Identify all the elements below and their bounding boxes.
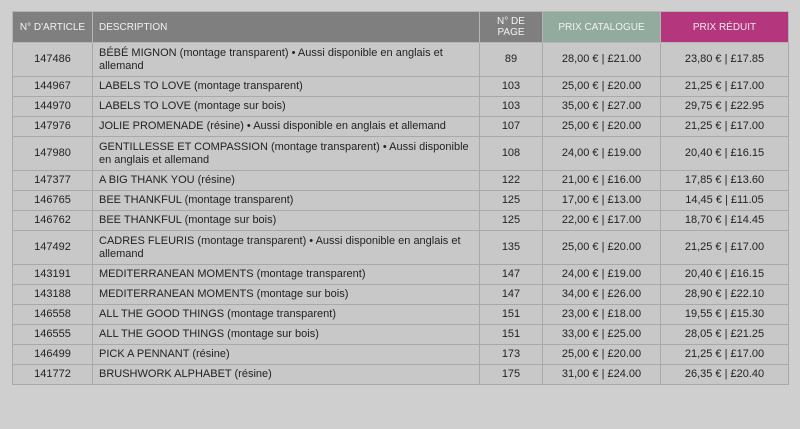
article-number-cell: 146558 <box>13 305 93 325</box>
page-number-cell: 147 <box>480 265 543 285</box>
article-number-cell: 146499 <box>13 345 93 365</box>
page-number-cell: 108 <box>480 137 543 171</box>
catalog-price-cell: 24,00 € | £19.00 <box>543 137 661 171</box>
description-cell: ALL THE GOOD THINGS (montage sur bois) <box>93 325 480 345</box>
description-cell: MEDITERRANEAN MOMENTS (montage sur bois) <box>93 285 480 305</box>
page-number-cell: 125 <box>480 191 543 211</box>
reduced-price-cell: 17,85 € | £13.60 <box>661 171 789 191</box>
page-number-cell: 107 <box>480 117 543 137</box>
article-number-cell: 144967 <box>13 77 93 97</box>
table-row <box>13 97 789 117</box>
table-row <box>13 117 789 137</box>
page-number-cell: 103 <box>480 97 543 117</box>
description-cell: BÉBÉ MIGNON (montage transparent) • Aussi disponible en anglais et allemand <box>93 43 480 77</box>
price-table <box>12 11 789 385</box>
description-cell: LABELS TO LOVE (montage transparent) <box>93 77 480 97</box>
page-number-cell: 89 <box>480 43 543 77</box>
catalog-price-cell: 25,00 € | £20.00 <box>543 117 661 137</box>
article-number-cell: 147377 <box>13 171 93 191</box>
table-row <box>13 345 789 365</box>
table-row <box>13 365 789 385</box>
table-row <box>13 171 789 191</box>
description-cell: ALL THE GOOD THINGS (montage transparent) <box>93 305 480 325</box>
catalog-price-cell: 21,00 € | £16.00 <box>543 171 661 191</box>
article-number-cell: 144970 <box>13 97 93 117</box>
article-number-cell: 147486 <box>13 43 93 77</box>
reduced-price-cell: 28,90 € | £22.10 <box>661 285 789 305</box>
article-number-cell: 141772 <box>13 365 93 385</box>
reduced-price-cell: 21,25 € | £17.00 <box>661 231 789 265</box>
table-row <box>13 285 789 305</box>
table-row <box>13 305 789 325</box>
table-row <box>13 77 789 97</box>
reduced-price-cell: 14,45 € | £11.05 <box>661 191 789 211</box>
page-number-cell: 135 <box>480 231 543 265</box>
description-cell: JOLIE PROMENADE (résine) • Aussi disponible en anglais et allemand <box>93 117 480 137</box>
catalog-price-cell: 17,00 € | £13.00 <box>543 191 661 211</box>
page-number-cell: 122 <box>480 171 543 191</box>
page-number-cell: 173 <box>480 345 543 365</box>
catalog-price-cell: 25,00 € | £20.00 <box>543 231 661 265</box>
catalog-price-cell: 25,00 € | £20.00 <box>543 345 661 365</box>
article-number-cell: 147976 <box>13 117 93 137</box>
description-cell: BEE THANKFUL (montage transparent) <box>93 191 480 211</box>
reduced-price-cell: 28,05 € | £21.25 <box>661 325 789 345</box>
description-cell: CADRES FLEURIS (montage transparent) • Aussi disponible en anglais et allemand <box>93 231 480 265</box>
description-cell: MEDITERRANEAN MOMENTS (montage transparent) <box>93 265 480 285</box>
article-number-cell: 147980 <box>13 137 93 171</box>
page-number-cell: 175 <box>480 365 543 385</box>
reduced-price-cell: 21,25 € | £17.00 <box>661 117 789 137</box>
reduced-price-cell: 26,35 € | £20.40 <box>661 365 789 385</box>
article-number-cell: 146765 <box>13 191 93 211</box>
description-cell: GENTILLESSE ET COMPASSION (montage transparent) • Aussi disponible en anglais et allemand <box>93 137 480 171</box>
catalog-price-cell: 34,00 € | £26.00 <box>543 285 661 305</box>
table-row <box>13 137 789 171</box>
header-catalog-price: PRIX CATALOGUE <box>543 12 661 43</box>
reduced-price-cell: 21,25 € | £17.00 <box>661 77 789 97</box>
catalog-price-cell: 25,00 € | £20.00 <box>543 77 661 97</box>
description-cell: BEE THANKFUL (montage sur bois) <box>93 211 480 231</box>
reduced-price-cell: 20,40 € | £16.15 <box>661 137 789 171</box>
description-cell: A BIG THANK YOU (résine) <box>93 171 480 191</box>
reduced-price-cell: 29,75 € | £22.95 <box>661 97 789 117</box>
reduced-price-cell: 20,40 € | £16.15 <box>661 265 789 285</box>
page-number-cell: 151 <box>480 325 543 345</box>
table-row <box>13 265 789 285</box>
table-header-row <box>13 12 789 43</box>
catalog-price-cell: 23,00 € | £18.00 <box>543 305 661 325</box>
article-number-cell: 147492 <box>13 231 93 265</box>
page-number-cell: 103 <box>480 77 543 97</box>
header-reduced-price: PRIX RÉDUIT <box>661 12 789 43</box>
article-number-cell: 143191 <box>13 265 93 285</box>
table-row <box>13 231 789 265</box>
page-number-cell: 151 <box>480 305 543 325</box>
catalog-price-cell: 24,00 € | £19.00 <box>543 265 661 285</box>
header-page: N° DE PAGE <box>480 12 543 43</box>
catalog-price-cell: 22,00 € | £17.00 <box>543 211 661 231</box>
description-cell: PICK A PENNANT (résine) <box>93 345 480 365</box>
table-row <box>13 43 789 77</box>
catalog-price-cell: 35,00 € | £27.00 <box>543 97 661 117</box>
description-cell: BRUSHWORK ALPHABET (résine) <box>93 365 480 385</box>
catalog-price-cell: 28,00 € | £21.00 <box>543 43 661 77</box>
table-row <box>13 211 789 231</box>
article-number-cell: 143188 <box>13 285 93 305</box>
article-number-cell: 146762 <box>13 211 93 231</box>
page-number-cell: 125 <box>480 211 543 231</box>
catalog-price-cell: 33,00 € | £25.00 <box>543 325 661 345</box>
article-number-cell: 146555 <box>13 325 93 345</box>
catalog-price-cell: 31,00 € | £24.00 <box>543 365 661 385</box>
reduced-price-cell: 18,70 € | £14.45 <box>661 211 789 231</box>
reduced-price-cell: 19,55 € | £15.30 <box>661 305 789 325</box>
table-row <box>13 325 789 345</box>
description-cell: LABELS TO LOVE (montage sur bois) <box>93 97 480 117</box>
page-number-cell: 147 <box>480 285 543 305</box>
header-article: N° D'ARTICLE <box>13 12 93 43</box>
reduced-price-cell: 23,80 € | £17.85 <box>661 43 789 77</box>
table-row <box>13 191 789 211</box>
table-body <box>13 43 789 385</box>
reduced-price-cell: 21,25 € | £17.00 <box>661 345 789 365</box>
header-description: DESCRIPTION <box>93 12 480 43</box>
